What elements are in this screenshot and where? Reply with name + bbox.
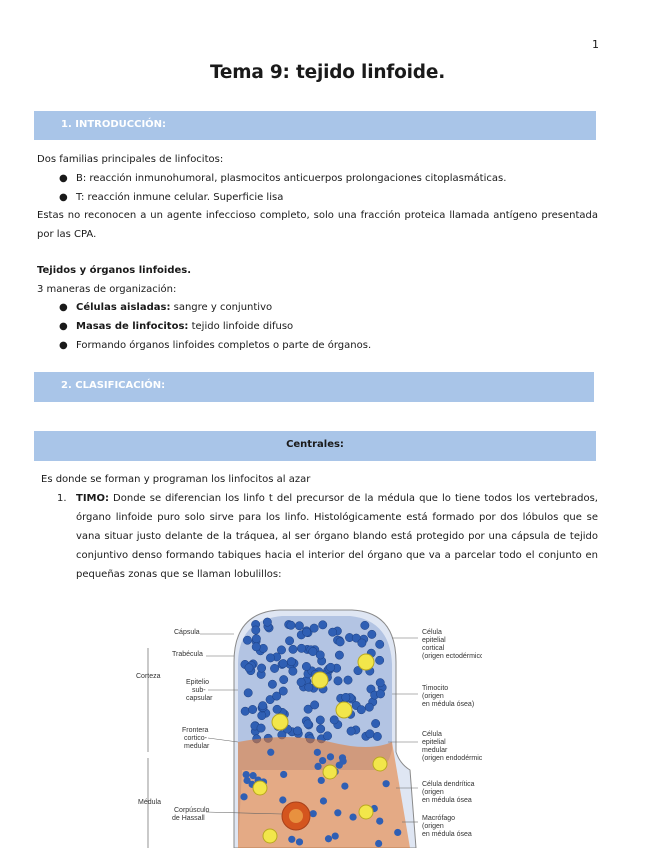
bullet-icon: ●	[59, 192, 68, 203]
thymocyte	[316, 716, 324, 724]
figure-label-right: (origen	[422, 693, 444, 700]
thymocyte	[279, 675, 287, 683]
list-item-t	[59, 188, 283, 207]
medullary-thymocyte	[349, 813, 356, 820]
figure-label-left: Corpúsculo	[174, 807, 210, 814]
figure-label-right: (origen	[422, 789, 444, 796]
medullary-thymocyte	[327, 753, 334, 760]
medullary-thymocyte	[240, 793, 247, 800]
thymocyte	[376, 640, 384, 648]
thymocyte	[277, 646, 285, 654]
list-item-b-text: B: reacción inmunohumoral, plasmocitos anticuerpos prolongaciones citoplasmáticas.	[76, 173, 507, 184]
medullary-thymocyte	[320, 797, 327, 804]
figure-label-right: medular	[422, 747, 448, 754]
medullary-thymocyte	[341, 782, 348, 789]
thymocyte	[289, 645, 297, 653]
thymocyte	[376, 679, 384, 687]
intro-paragraph: Estas no reconocen a un agente infeccioso completo, solo una fracción proteica llamada antígeno presentada por las CPA.	[37, 210, 598, 240]
list-item-masas-text: tejido linfoide difuso	[188, 321, 294, 332]
intro-families: Dos familias principales de linfocitos:	[37, 154, 224, 165]
list-item-masas	[59, 317, 293, 336]
thymus-diagram	[130, 592, 482, 848]
thymocyte	[285, 637, 293, 645]
thymocyte	[347, 727, 355, 735]
medullary-thymocyte	[267, 749, 274, 756]
medullary-thymocyte	[339, 754, 346, 761]
medullary-thymocyte	[383, 780, 390, 787]
medullary-thymocyte	[310, 810, 317, 817]
hassall-core	[289, 809, 303, 823]
section-heading-intro	[34, 111, 596, 140]
figure-label-left: sub-	[192, 687, 206, 694]
medullary-thymocyte	[314, 763, 321, 770]
thymocyte	[342, 693, 350, 701]
thymocyte	[309, 647, 317, 655]
epithelial-cell	[323, 765, 337, 779]
list-item-organos	[59, 336, 371, 355]
list-item-celulas-label: Células aisladas:	[76, 302, 171, 313]
thymocyte	[279, 687, 287, 695]
thymocyte	[297, 678, 305, 686]
figure-label-right: Timocito	[422, 685, 449, 692]
medullary-thymocyte	[332, 832, 339, 839]
thymocyte	[358, 639, 366, 647]
timo-text: Donde se diferencian los linfo t del precursor de la médula que lo tiene todos los vertebrados, órgano linfoide puro solo sirve para los linfo. Histológicamente está formado por dos lóbulos que se vana situar justo delante de la tráquea, al ser órgano blando está protegido por una cápsula de tejido conjuntivo denso formando tabiques hacia el interior del órgano que va a parcelar todo el conjunto en pequeñas zonas que se llaman lobulillos:	[76, 493, 598, 580]
figure-label-left: medular	[184, 743, 210, 750]
figure-label-left: Epitelio	[186, 679, 209, 686]
epithelial-cell	[358, 654, 374, 670]
bullet-icon: ●	[59, 173, 68, 184]
thymocyte	[336, 638, 344, 646]
medullary-thymocyte	[319, 757, 326, 764]
thymocyte	[263, 618, 271, 626]
medullary-thymocyte	[318, 777, 325, 784]
medullary-thymocyte	[279, 796, 286, 803]
thymocyte	[279, 659, 287, 667]
thymocyte	[376, 690, 384, 698]
thymocyte	[371, 719, 379, 727]
epithelial-cell	[359, 805, 373, 819]
thymocyte	[257, 664, 265, 672]
figure-label-right: Célula	[422, 731, 442, 738]
bullet-icon: ●	[59, 302, 68, 313]
bullet-icon: ●	[59, 321, 68, 332]
epithelial-cell	[373, 757, 387, 771]
figure-label-right: Macrófago	[422, 815, 456, 822]
thymocyte	[326, 663, 334, 671]
thymocyte	[302, 628, 310, 636]
thymocyte	[334, 677, 342, 685]
list-item-celulas-text: sangre y conjuntivo	[170, 302, 273, 313]
medullary-thymocyte	[296, 838, 303, 845]
medullary-thymocyte	[394, 829, 401, 836]
thymocyte	[245, 664, 253, 672]
figure-label-left: Médula	[138, 799, 161, 806]
epithelial-cell	[336, 702, 352, 718]
figure-label-right: Célula	[422, 629, 442, 636]
centrales-lead: Es donde se forman y programan los linfocitos al azar	[41, 474, 311, 485]
thymocyte	[252, 643, 260, 651]
thymocyte	[295, 622, 303, 630]
figure-label-right: en médula ósea	[422, 797, 472, 804]
figure-label-left: Frontera	[182, 727, 209, 734]
thymocyte	[252, 626, 260, 634]
medullary-thymocyte	[288, 836, 295, 843]
figure-label-right: en médula ósea)	[422, 701, 475, 708]
section-heading-clasificacion	[34, 372, 594, 402]
bullet-icon: ●	[59, 340, 68, 351]
maneras-text: 3 maneras de organización:	[37, 284, 177, 295]
thymocyte	[258, 711, 266, 719]
list-item-t-text: T: reacción inmune celular. Superficie lisa	[76, 192, 284, 203]
thymocyte	[297, 644, 305, 652]
list-number: 1.	[57, 493, 67, 504]
figure-label-left: Cápsula	[174, 629, 200, 636]
medullary-thymocyte	[280, 771, 287, 778]
epithelial-cell	[272, 714, 288, 730]
thymocyte	[252, 634, 260, 642]
thymocyte	[287, 621, 295, 629]
thymocyte	[366, 730, 374, 738]
thymocyte	[241, 707, 249, 715]
thymocyte	[268, 680, 276, 688]
thymocyte	[304, 720, 312, 728]
figure-label-left: Trabécula	[172, 651, 203, 658]
thymocyte	[323, 732, 331, 740]
section-heading-clasificacion-text: 2. CLASIFICACIÓN:	[61, 380, 166, 391]
epithelial-cell	[263, 829, 277, 843]
list-item-organos-text: Formando órganos linfoides completos o parte de órganos.	[76, 340, 372, 351]
subsection-heading-centrales-text: Centrales:	[286, 439, 344, 450]
medullary-thymocyte	[334, 809, 341, 816]
section-heading-intro-text: 1. INTRODUCCIÓN:	[61, 119, 167, 130]
thymocyte	[293, 727, 301, 735]
medullary-thymocyte	[376, 817, 383, 824]
timo-label: TIMO:	[76, 493, 109, 504]
thymocyte	[273, 705, 281, 713]
list-item-b	[59, 169, 506, 188]
list-item-masas-label: Masas de linfocitos:	[76, 321, 189, 332]
list-item-celulas	[59, 298, 272, 317]
thymocyte	[375, 656, 383, 664]
figure-label-right: (origen ectodérmico)	[422, 653, 482, 660]
figure-label-right: epitelial	[422, 637, 446, 644]
left-labels	[136, 629, 213, 822]
medullary-thymocyte	[375, 840, 382, 847]
thymocyte	[344, 676, 352, 684]
figure-label-left: de Hassall	[172, 815, 205, 822]
epithelial-cell	[253, 781, 267, 795]
thymocyte	[328, 628, 336, 636]
figure-label-left: cortico-	[184, 735, 207, 742]
thymocyte	[368, 630, 376, 638]
medullary-thymocyte	[325, 835, 332, 842]
timo-paragraph	[76, 489, 598, 584]
figure-label-right: en médula ósea	[422, 831, 472, 838]
thymocyte	[287, 657, 295, 665]
thymocyte	[361, 621, 369, 629]
thymocyte	[305, 683, 313, 691]
thymocyte	[302, 662, 310, 670]
thymocyte	[316, 725, 324, 733]
thymocyte	[373, 732, 381, 740]
right-labels	[422, 629, 482, 838]
thymocyte	[257, 724, 265, 732]
figure-label-right: cortical	[422, 645, 445, 652]
thymocyte	[266, 654, 274, 662]
tejidos-heading: Tejidos y órganos linfoides.	[37, 265, 192, 276]
thymocyte	[365, 703, 373, 711]
thymocyte	[335, 651, 343, 659]
thymocyte	[330, 716, 338, 724]
medullary-thymocyte	[249, 772, 256, 779]
thymocyte	[259, 701, 267, 709]
epithelial-cell	[312, 672, 328, 688]
figure-label-right: (origen	[422, 823, 444, 830]
thymocyte	[248, 705, 256, 713]
thymocyte	[310, 701, 318, 709]
thymocyte	[310, 624, 318, 632]
figure-label-right: Célula dendrítica	[422, 781, 475, 788]
page-number: 1	[592, 38, 599, 51]
thymocyte	[357, 705, 365, 713]
thymocyte	[243, 636, 251, 644]
figure-label-left: Corteza	[136, 673, 161, 680]
medullary-thymocyte	[314, 749, 321, 756]
figure-label-left: capsular	[186, 695, 213, 702]
medullary-thymocyte	[336, 762, 343, 769]
thymocyte	[244, 689, 252, 697]
thymocyte	[319, 621, 327, 629]
page-title: Tema 9: tejido linfoide.	[209, 62, 446, 83]
figure-label-right: (origen endodérmico)	[422, 755, 482, 762]
thymocyte	[316, 651, 324, 659]
thymus-figure	[130, 592, 482, 848]
subsection-heading-centrales	[34, 431, 596, 461]
figure-label-right: epitelial	[422, 739, 446, 746]
thymocyte	[289, 667, 297, 675]
thymocyte	[270, 664, 278, 672]
medullary-thymocyte	[243, 771, 250, 778]
